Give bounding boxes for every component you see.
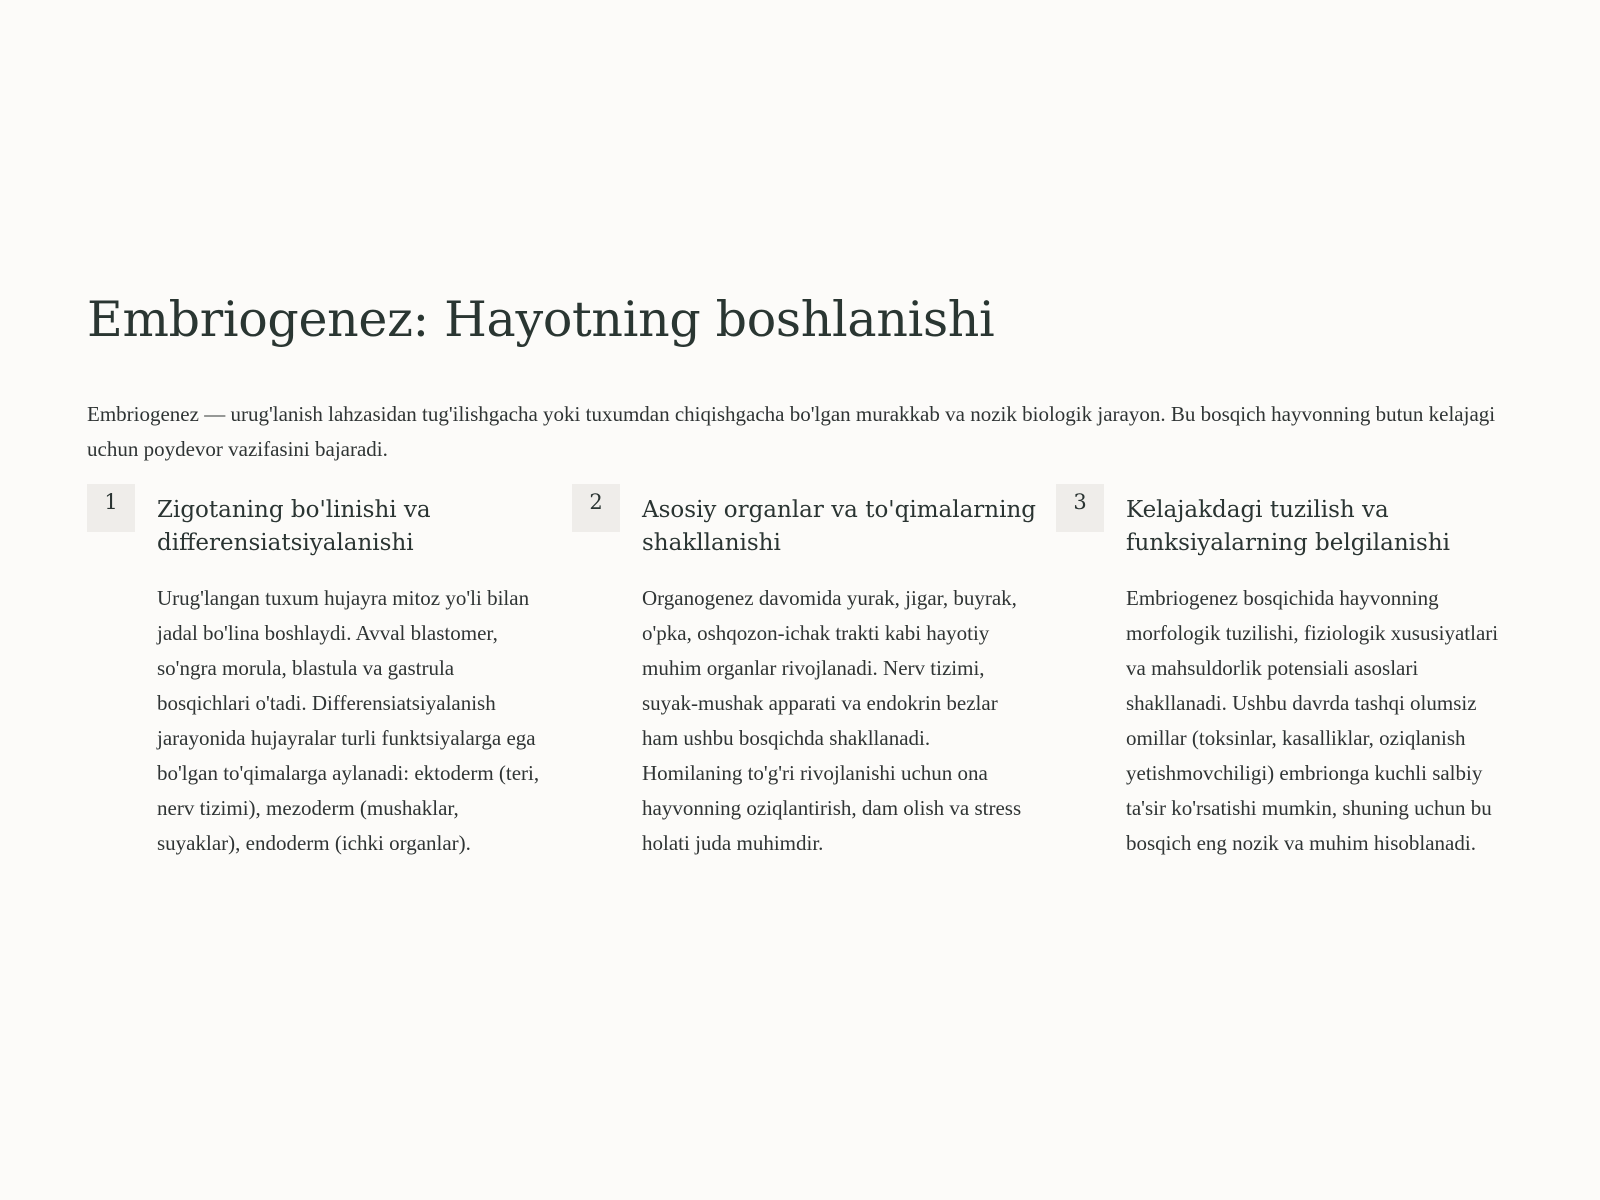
stage-column-3 [1056,484,1499,944]
stage-title: Zigotaning bo'linishi va differensiatsiyalanishi [157,497,431,556]
page-title: Embriogenez: Hayotning boshlanishi [87,291,995,348]
intro-paragraph: Embriogenez — urug'lanish lahzasidan tug'ilishgacha yoki tuxumdan chiqishgacha bo'lgan murakkab va nozik biologik jarayon. Bu bosqich hayvonning butun kelajagi uchun poydevor vazifasini bajaradi. [87,402,1496,461]
stage-description: Urug'langan tuxum hujayra mitoz yo'li bilan jadal bo'lina boshlaydi. Avval blastomer, so'ngra morula, blastula va gastrula bosqichlari o'tadi. Differensiatsiyalanish jarayonida hujayralar turli funktsiyalarga ega bo'lgan to'qimalarga aylanadi: ektoderm (teri, nerv tizimi), mezoderm (mushaklar, suyaklar), endoderm (ichki organlar). [157,586,540,855]
stage-number: 3 [1073,490,1087,514]
stage-number-badge [87,484,135,532]
stage-column-2 [572,484,1036,944]
stage-column-1 [87,484,540,944]
stage-number-badge [572,484,620,532]
stage-number: 1 [104,490,118,514]
stage-title: Kelajakdagi tuzilish va funksiyalarning belgilanishi [1126,497,1450,556]
stage-description: Organogenez davomida yurak, jigar, buyrak, o'pka, oshqozon-ichak trakti kabi hayotiy muhim organlar rivojlanadi. Nerv tizimi, suyak-mushak apparati va endokrin bezlar ham ushbu bosqichda shakllanadi. Homilaning to'g'ri rivojlanishi uchun ona hayvonning oziqlantirish, dam olish va stress holati juda muhimdir. [642,586,1022,855]
stage-title: Asosiy organlar va to'qimalarning shakllanishi [642,497,1036,556]
stage-number: 2 [589,490,603,514]
stage-description: Embriogenez bosqichida hayvonning morfologik tuzilishi, fiziologik xususiyatlari va mahsuldorlik potensiali asoslari shakllanadi. Ushbu davrda tashqi olumsiz omillar (toksinlar, kasalliklar, oziqlanish yetishmovchiligi) embrionga kuchli salbiy ta'sir ko'rsatishi mumkin, shuning uchun bu bosqich eng nozik va muhim hisoblanadi. [1126,586,1499,855]
stage-number-badge [1056,484,1104,532]
